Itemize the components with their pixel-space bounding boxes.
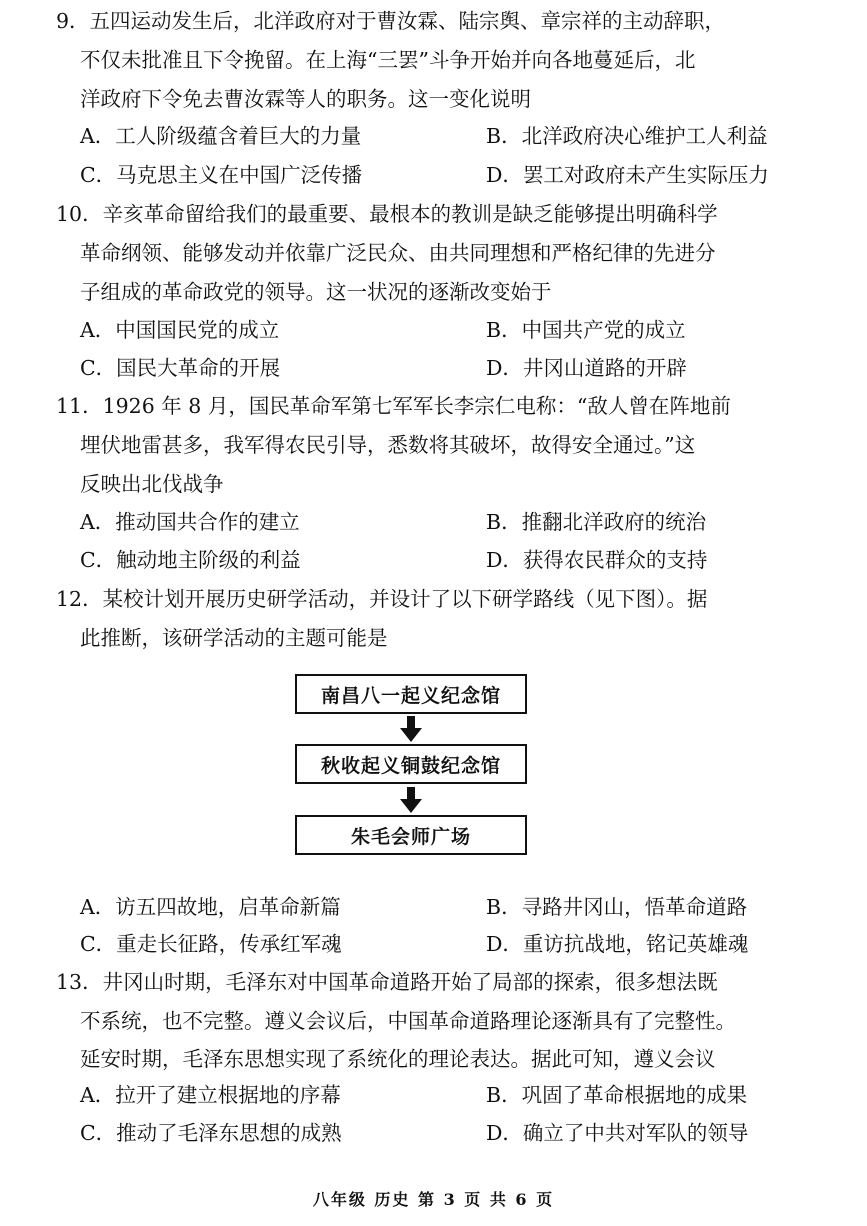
option-d: D．重访抗战地，铭记英雄魂 bbox=[486, 932, 749, 956]
option-d: D．获得农民群众的支持 bbox=[486, 548, 708, 572]
option-c: C．国民大革命的开展 bbox=[80, 356, 281, 380]
option-a: A．中国国民党的成立 bbox=[80, 318, 280, 342]
route-step-box: 南昌八一起义纪念馆 bbox=[295, 674, 527, 714]
option-a: A．拉开了建立根据地的序幕 bbox=[80, 1083, 341, 1107]
option-c: C．重走长征路，传承红军魂 bbox=[80, 932, 342, 956]
option-d: D．确立了中共对军队的领导 bbox=[486, 1121, 749, 1145]
down-arrow-icon bbox=[399, 716, 423, 742]
question-text-line: 12．某校计划开展历史研学活动，并设计了以下研学路线（见下图）。据 bbox=[56, 587, 708, 611]
option-d: D．井冈山道路的开辟 bbox=[486, 356, 687, 380]
question-text-line: 11．1926 年 8 月，国民革命军第七军军长李宗仁电称：“敌人曾在阵地前 bbox=[56, 394, 731, 418]
option-b: B．中国共产党的成立 bbox=[486, 318, 686, 342]
option-b: B．北洋政府决心维护工人利益 bbox=[486, 124, 768, 148]
option-b: B．寻路井冈山，悟革命道路 bbox=[486, 895, 748, 919]
option-c: C．推动了毛泽东思想的成熟 bbox=[80, 1121, 342, 1145]
question-text-line: 13．井冈山时期，毛泽东对中国革命道路开始了局部的探索，很多想法既 bbox=[56, 970, 718, 994]
page-footer: 八年级 历史 第 3 页 共 6 页 bbox=[312, 1190, 555, 1209]
option-d: D．罢工对政府未产生实际压力 bbox=[486, 163, 769, 187]
route-step-box: 朱毛会师广场 bbox=[295, 815, 527, 855]
route-step-box: 秋收起义铜鼓纪念馆 bbox=[295, 744, 527, 784]
question-text-line: 反映出北伐战争 bbox=[80, 472, 224, 496]
option-a: A．推动国共合作的建立 bbox=[80, 510, 300, 534]
question-text-line: 革命纲领、能够发动并依靠广泛民众、由共同理想和严格纪律的先进分 bbox=[80, 241, 716, 265]
question-text-line: 9．五四运动发生后，北洋政府对于曹汝霖、陆宗舆、章宗祥的主动辞职， bbox=[56, 9, 726, 33]
down-arrow-icon bbox=[399, 787, 423, 813]
question-text-line: 延安时期，毛泽东思想实现了系统化的理论表达。据此可知，遵义会议 bbox=[80, 1047, 716, 1071]
option-a: A．工人阶级蕴含着巨大的力量 bbox=[80, 124, 362, 148]
question-text-line: 子组成的革命政党的领导。这一状况的逐渐改变始于 bbox=[80, 280, 552, 304]
question-text-line: 不系统，也不完整。遵义会议后，中国革命道路理论逐渐具有了完整性。 bbox=[80, 1009, 736, 1033]
option-c: C．马克思主义在中国广泛传播 bbox=[80, 163, 363, 187]
option-b: B．推翻北洋政府的统治 bbox=[486, 510, 707, 534]
question-text-line: 不仅未批准且下令挽留。在上海“三罢”斗争开始并向各地蔓延后，北 bbox=[80, 48, 696, 72]
option-c: C．触动地主阶级的利益 bbox=[80, 548, 301, 572]
question-text-line: 洋政府下令免去曹汝霖等人的职务。这一变化说明 bbox=[80, 87, 531, 111]
question-text-line: 10．辛亥革命留给我们的最重要、最根本的教训是缺乏能够提出明确科学 bbox=[56, 202, 718, 226]
option-a: A．访五四故地，启革命新篇 bbox=[80, 895, 341, 919]
question-text-line: 埋伏地雷甚多，我军得农民引导，悉数将其破坏，故得安全通过。”这 bbox=[80, 433, 696, 457]
question-text-line: 此推断，该研学活动的主题可能是 bbox=[80, 626, 388, 650]
option-b: B．巩固了革命根据地的成果 bbox=[486, 1083, 748, 1107]
